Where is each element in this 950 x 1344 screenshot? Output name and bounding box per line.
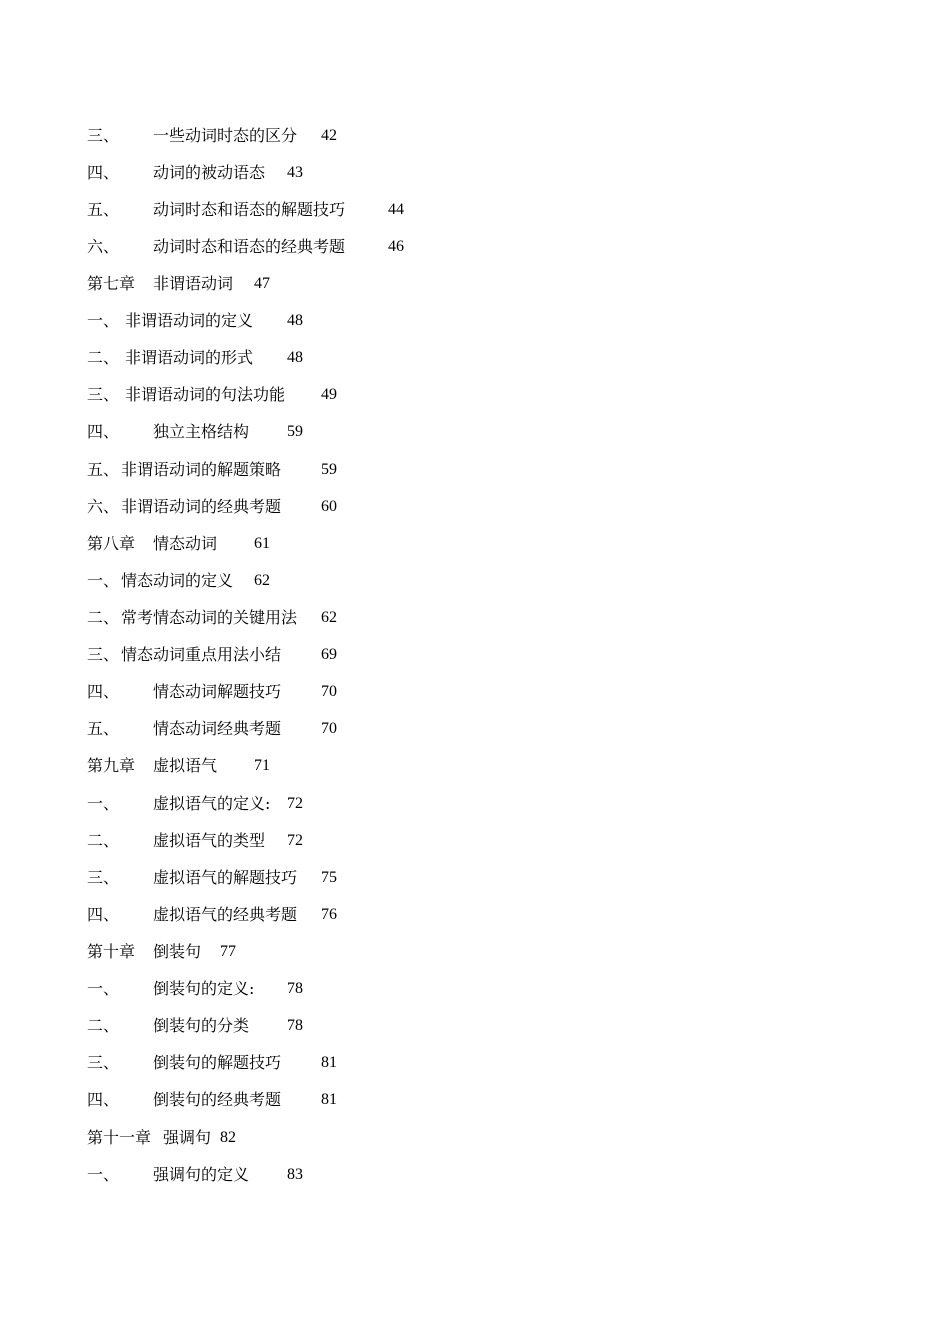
- toc-entry-title: 虚拟语气的经典考题: [153, 905, 298, 924]
- toc-entry-number: 第八章: [87, 534, 136, 553]
- toc-entry-number: 第九章: [87, 756, 136, 775]
- toc-entry-number: 第七章: [87, 274, 136, 293]
- toc-entry-title: 情态动词经典考题: [153, 719, 282, 738]
- toc-entry-title: 虚拟语气的类型: [153, 831, 266, 850]
- toc-entry-page: 71: [254, 757, 270, 774]
- toc-entry-number: 五、: [87, 719, 120, 738]
- toc-entry-title: 情态动词解题技巧: [153, 682, 282, 701]
- toc-entry-page: 78: [287, 1017, 303, 1034]
- toc-entry-number: 三、: [87, 645, 120, 664]
- toc-entry-page: 60: [321, 498, 337, 515]
- toc-entry-title: 一些动词时态的区分: [153, 126, 298, 145]
- toc-entry-title: 强调句的定义: [153, 1165, 250, 1184]
- toc-entry-page: 78: [287, 980, 303, 997]
- toc-entry-number: 五、: [87, 460, 120, 479]
- toc-entry-page: 44: [388, 201, 404, 218]
- toc-entry-title: 非谓语动词的句法功能: [125, 385, 286, 404]
- toc-entry-number: 四、: [87, 163, 120, 182]
- toc-entry-number: 二、: [87, 1016, 120, 1035]
- toc-entry-page: 82: [220, 1129, 236, 1146]
- toc-entry-number: 三、: [87, 385, 120, 404]
- toc-entry-title: 倒装句的分类: [153, 1016, 250, 1035]
- toc-entry-page: 43: [287, 164, 303, 181]
- toc-entry-page: 47: [254, 275, 270, 292]
- toc-entry-page: 77: [220, 943, 236, 960]
- toc-entry-number: 四、: [87, 905, 120, 924]
- toc-entry-page: 83: [287, 1166, 303, 1183]
- toc-entry-title: 非谓语动词的经典考题: [121, 497, 282, 516]
- toc-entry-number: 三、: [87, 1053, 120, 1072]
- toc-entry-number: 二、: [87, 831, 120, 850]
- toc-entry-page: 69: [321, 646, 337, 663]
- toc-entry-page: 70: [321, 683, 337, 700]
- toc-entry-number: 第十一章: [87, 1128, 152, 1147]
- toc-entry-title: 动词时态和语态的经典考题: [153, 237, 346, 256]
- toc-entry-number: 六、: [87, 237, 120, 256]
- toc-entry-title: 倒装句的定义:: [153, 979, 255, 998]
- toc-entry-title: 常考情态动词的关键用法: [121, 608, 298, 627]
- toc-entry-title: 动词的被动语态: [153, 163, 266, 182]
- toc-entry-number: 四、: [87, 422, 120, 441]
- toc-entry-page: 42: [321, 127, 337, 144]
- toc-entry-title: 非谓语动词的解题策略: [121, 460, 282, 479]
- toc-entry-title: 非谓语动词的定义: [125, 311, 254, 330]
- toc-entry-title: 非谓语动词的形式: [125, 348, 254, 367]
- toc-entry-title: 动词时态和语态的解题技巧: [153, 200, 346, 219]
- toc-entry-title: 倒装句: [153, 942, 202, 961]
- toc-entry-title: 非谓语动词: [153, 274, 234, 293]
- toc-entry-page: 59: [321, 461, 337, 478]
- toc-entry-number: 四、: [87, 682, 120, 701]
- toc-entry-number: 三、: [87, 126, 120, 145]
- toc-entry-number: 一、: [87, 571, 120, 590]
- toc-entry-number: 五、: [87, 200, 120, 219]
- toc-entry-page: 72: [287, 832, 303, 849]
- toc-entry-number: 二、: [87, 348, 120, 367]
- toc-entry-page: 61: [254, 535, 270, 552]
- toc-entry-number: 一、: [87, 794, 120, 813]
- toc-entry-title: 情态动词重点用法小结: [121, 645, 282, 664]
- toc-entry-page: 81: [321, 1091, 337, 1108]
- toc-entry-page: 70: [321, 720, 337, 737]
- toc-entry-title: 独立主格结构: [153, 422, 250, 441]
- toc-entry-page: 72: [287, 795, 303, 812]
- toc-entry-title: 虚拟语气的解题技巧: [153, 868, 298, 887]
- toc-entry-page: 49: [321, 386, 337, 403]
- toc-entry-title: 倒装句的经典考题: [153, 1090, 282, 1109]
- toc-entry-number: 二、: [87, 608, 120, 627]
- toc-entry-number: 四、: [87, 1090, 120, 1109]
- toc-entry-page: 48: [287, 349, 303, 366]
- toc-entry-number: 六、: [87, 497, 120, 516]
- toc-entry-title: 情态动词的定义: [121, 571, 234, 590]
- toc-entry-page: 62: [254, 572, 270, 589]
- toc-entry-number: 一、: [87, 979, 120, 998]
- toc-entry-page: 76: [321, 906, 337, 923]
- toc-entry-title: 虚拟语气的定义:: [153, 794, 271, 813]
- toc-entry-number: 一、: [87, 1165, 120, 1184]
- toc-entry-page: 59: [287, 423, 303, 440]
- toc-entry-title: 强调句: [163, 1128, 212, 1147]
- toc-entry-number: 一、: [87, 311, 120, 330]
- toc-entry-number: 第十章: [87, 942, 136, 961]
- toc-entry-title: 虚拟语气: [153, 756, 218, 775]
- toc-entry-title: 情态动词: [153, 534, 218, 553]
- toc-entry-page: 46: [388, 238, 404, 255]
- toc-entry-title: 倒装句的解题技巧: [153, 1053, 282, 1072]
- toc-entry-page: 62: [321, 609, 337, 626]
- toc-entry-page: 75: [321, 869, 337, 886]
- toc-entry-number: 三、: [87, 868, 120, 887]
- toc-entry-page: 48: [287, 312, 303, 329]
- toc-entry-page: 81: [321, 1054, 337, 1071]
